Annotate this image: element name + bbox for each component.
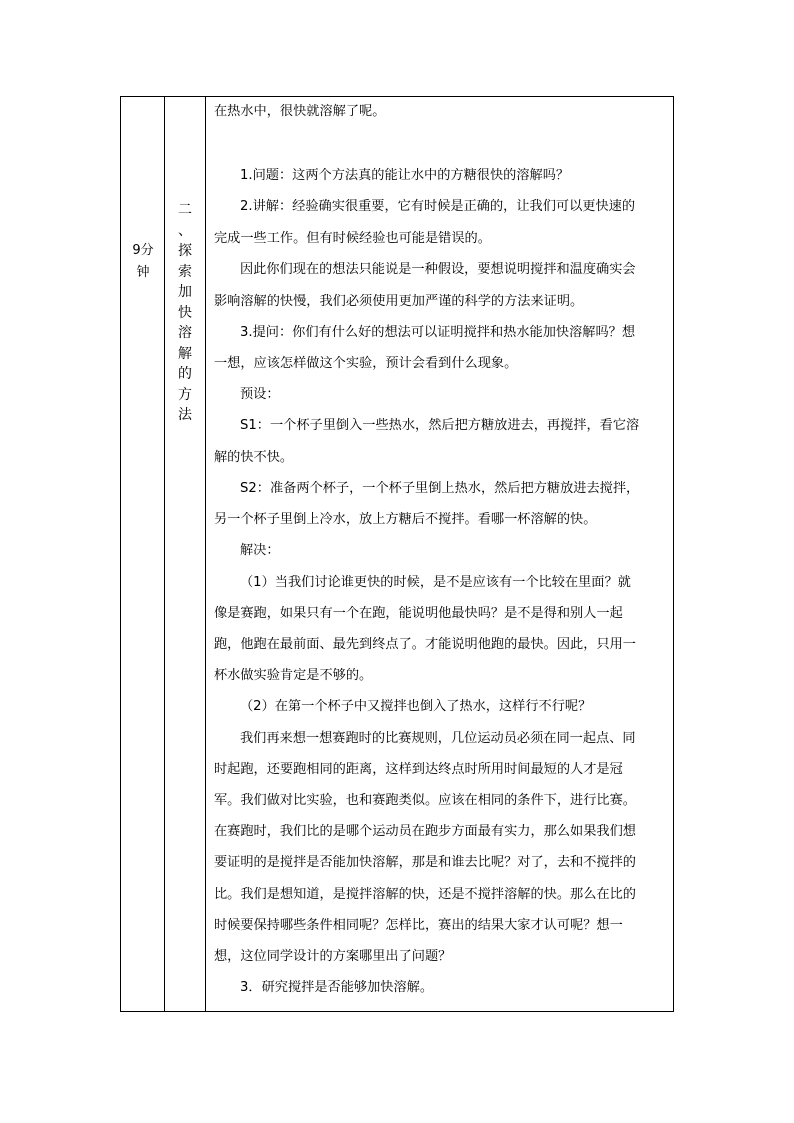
content-line: 另一个杯子里倒上冷水，放上方糖后不搅拌。看哪一杯溶解的快。 <box>214 512 597 527</box>
phase-char: 解 <box>178 345 192 362</box>
content-line: 2.讲解：经验确实很重要，它有时候是正确的，让我们可以更快速的 <box>240 199 636 214</box>
content-line: S2：准备两个杯子，一个杯子里倒上热水，然后把方糖放进去搅拌， <box>240 481 640 496</box>
content-line: （2）在第一个杯子中又搅拌也倒入了热水，这样行不行呢？ <box>240 699 592 714</box>
time-line-1: 9分 <box>132 243 154 258</box>
content-line: 在赛跑时，我们比的是哪个运动员在跑步方面最有实力，那么如果我们想 <box>214 824 636 839</box>
content-line: 想，这位同学设计的方案哪里出了问题？ <box>214 949 452 964</box>
content-line: 因此你们现在的想法只能说是一种假设，要想说明搅拌和温度确实会 <box>240 262 636 277</box>
content-line: 3.提问：你们有什么好的想法可以证明搅拌和热水能加快溶解吗？想 <box>240 325 636 340</box>
content-line: 时起跑，还要跑相同的距离，这样到达终点时所用时间最短的人才是冠 <box>214 762 623 777</box>
content-line: 要证明的是搅拌是否能加快溶解，那是和谁去比呢？对了，去和不搅拌的 <box>214 855 636 870</box>
phase-char: 加 <box>178 284 192 300</box>
content-line: 杯水做实验肯定是不够的。 <box>214 668 373 683</box>
content-line: S1：一个杯子里倒入一些热水，然后把方糖放进去，再搅拌，看它溶 <box>240 418 640 433</box>
content-line: 影响溶解的快慢，我们必须使用更加严谨的科学的方法来证明。 <box>214 294 584 309</box>
phase-title <box>165 200 205 426</box>
content-line: 我们再来想一想赛跑时的比赛规则，几位运动员必须在同一起点、同 <box>240 731 636 746</box>
phase-char: 探 <box>178 243 192 259</box>
content-line: 一想，应该怎样做这个实验，预计会看到什么现象。 <box>214 356 518 371</box>
phase-char: 的 <box>178 366 192 382</box>
phase-char: 方 <box>178 386 192 403</box>
phase-char: 二 <box>178 202 192 218</box>
phase-char: 、 <box>178 222 192 239</box>
content-line: （1）当我们讨论谁更快的时候，是不是应该有一个比较在里面？就 <box>240 575 631 590</box>
phase-char: 索 <box>178 263 192 280</box>
content-line: 完成一些工作。但有时候经验也可能是错误的。 <box>214 231 491 246</box>
lesson-plan-table <box>120 96 674 1012</box>
phase-char: 法 <box>178 407 192 423</box>
time-line-2: 钟 <box>136 265 150 280</box>
time-column <box>121 97 165 1011</box>
content-line: 解的快不快。 <box>214 450 294 465</box>
phase-char: 快 <box>178 304 192 321</box>
content-line: 解决： <box>240 543 280 558</box>
content-line: 像是赛跑，如果只有一个在跑，能说明他最快吗？是不是得和别人一起 <box>214 606 623 621</box>
phase-column <box>165 97 206 1011</box>
content-line: 预设： <box>240 387 280 402</box>
content-line: 1.问题：这两个方法真的能让水中的方糖很快的溶解吗？ <box>240 168 570 183</box>
content-line: 比。我们是想知道，是搅拌溶解的快，还是不搅拌溶解的快。那么在比的 <box>214 887 636 902</box>
phase-char: 溶 <box>178 325 192 341</box>
content-line: 军。我们做对比实验，也和赛跑类似。应该在相同的条件下，进行比赛。 <box>214 793 636 808</box>
content-line: 在热水中，很快就溶解了呢。 <box>214 104 386 119</box>
content-line: 跑，他跑在最前面、最先到终点了。才能说明他跑的最快。因此，只用一 <box>214 637 636 652</box>
content-column <box>206 97 673 1011</box>
content-line: 时候要保持哪些条件相同呢？怎样比，赛出的结果大家才认可呢？想一 <box>214 918 623 933</box>
time-allocation <box>121 240 165 284</box>
content-line: 3．研究搅拌是否能够加快溶解。 <box>240 980 434 995</box>
